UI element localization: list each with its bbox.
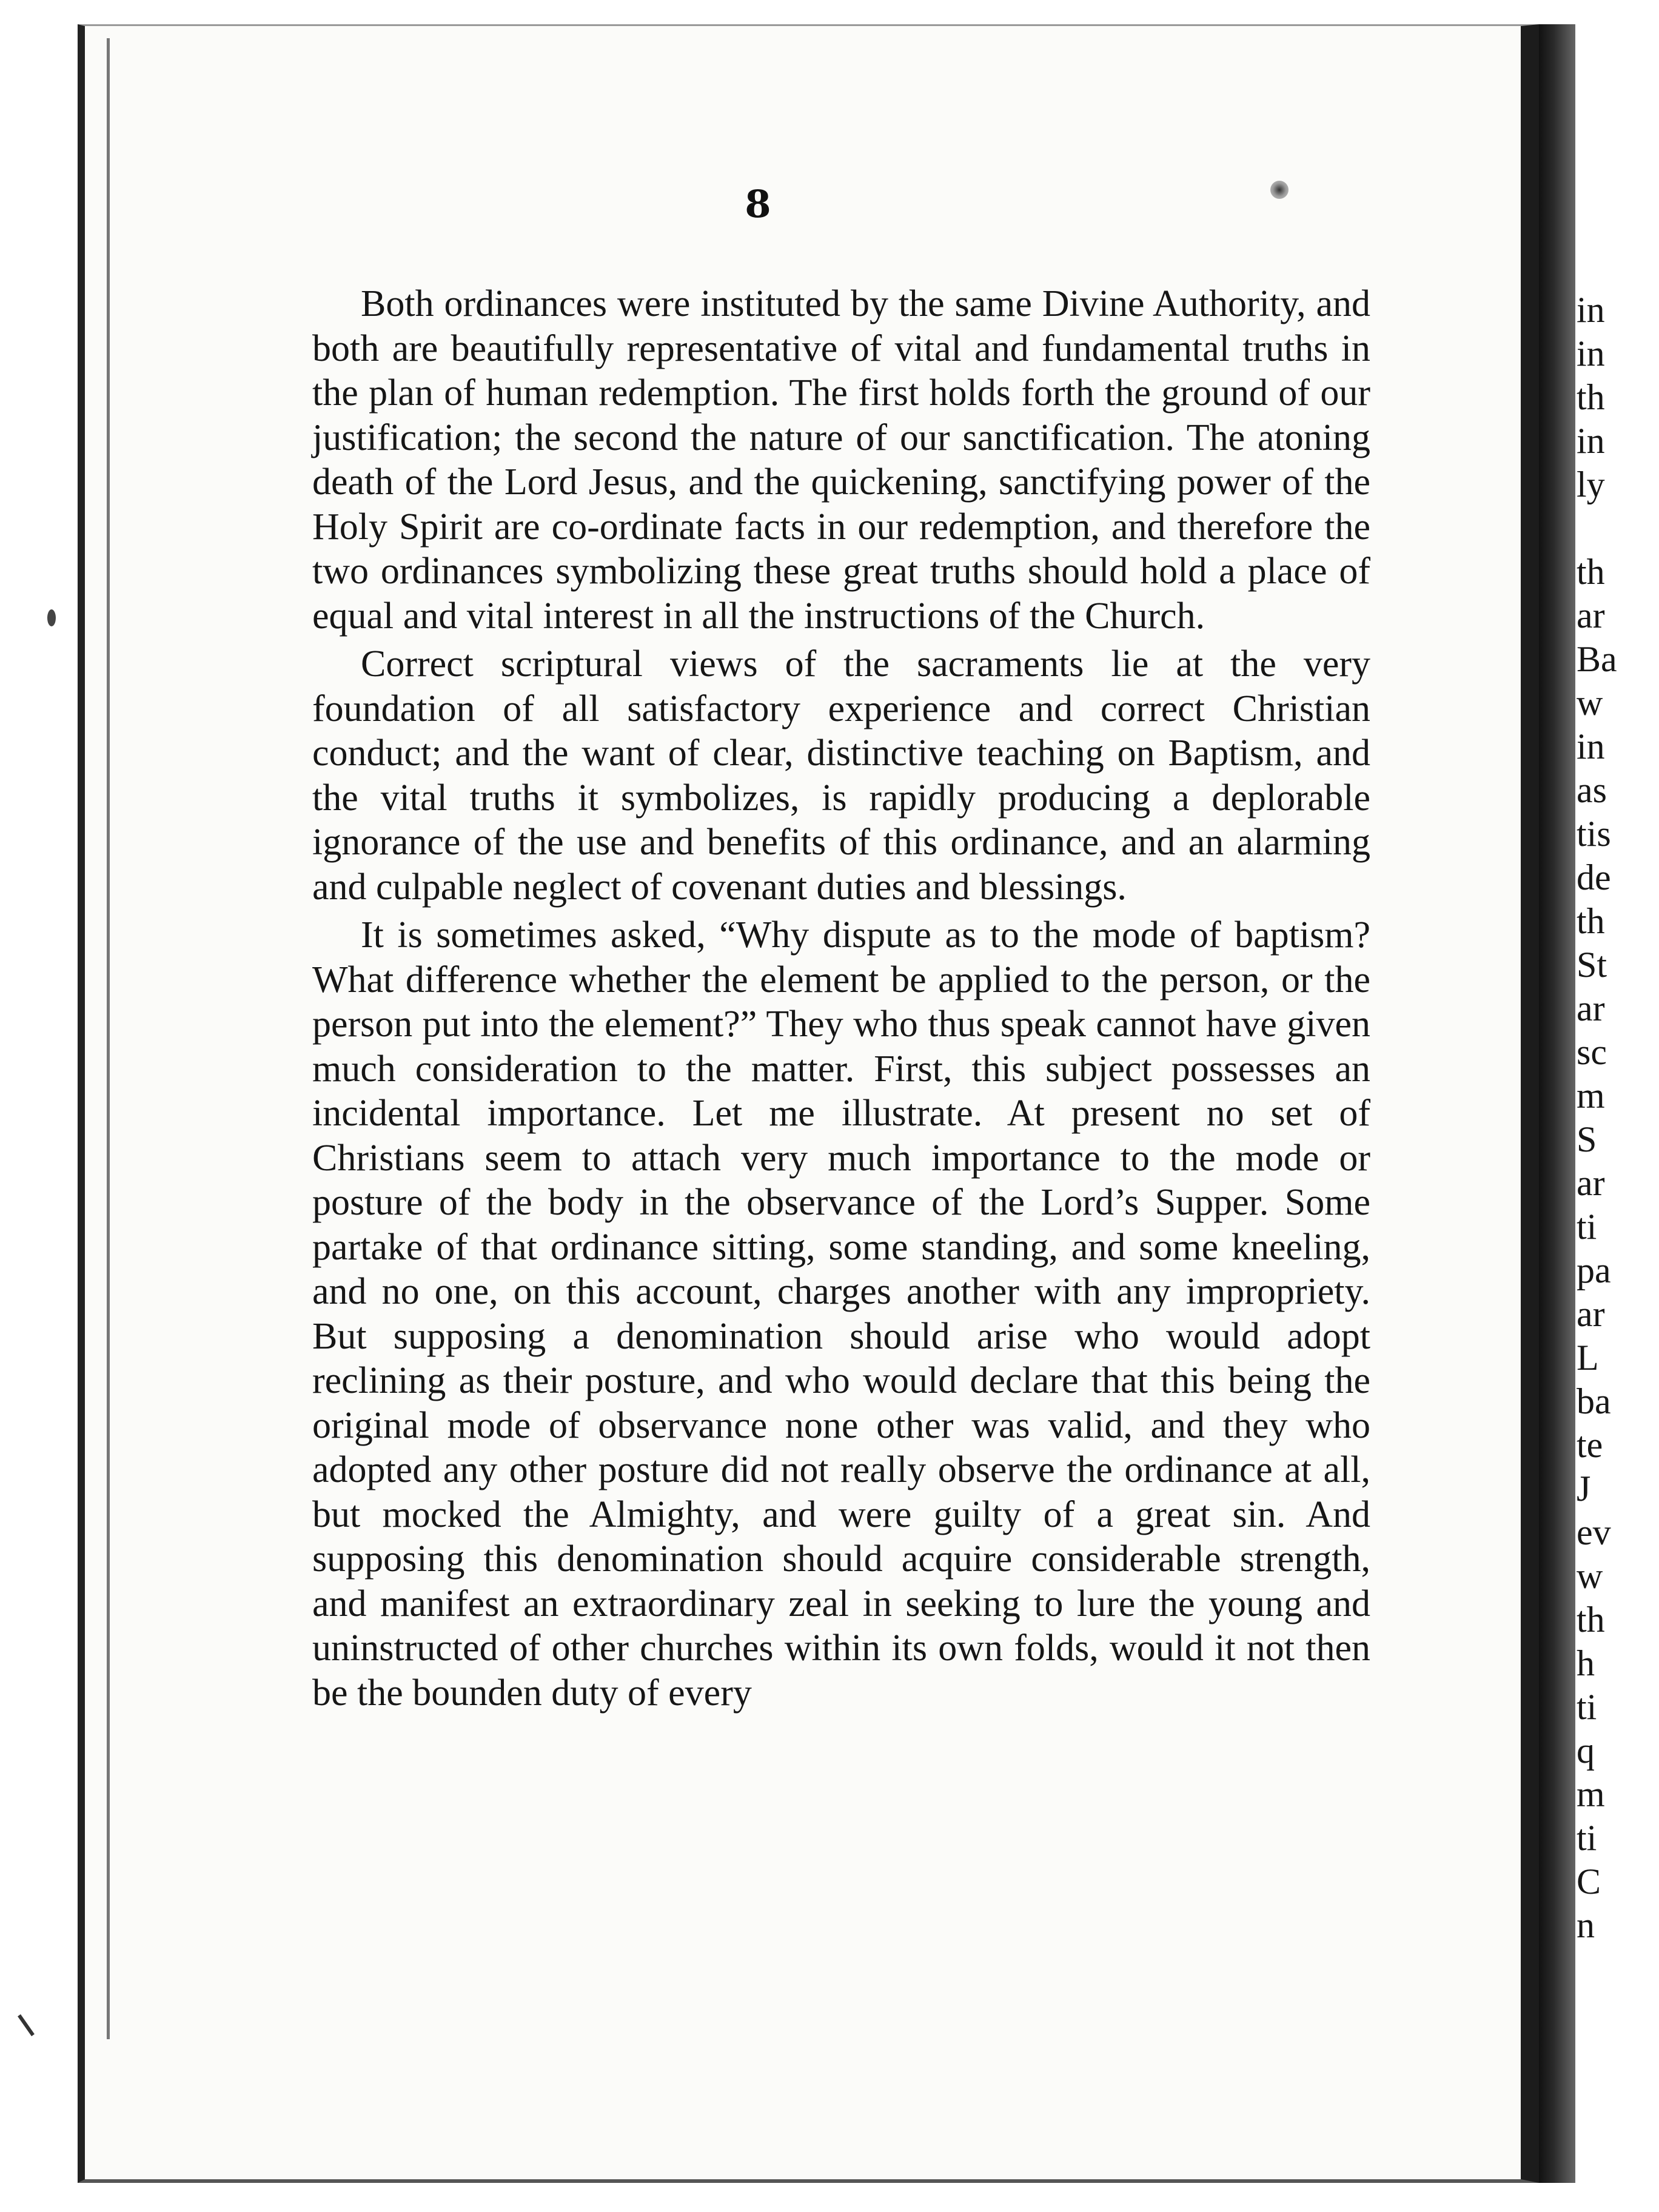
body-text	[312, 282, 1370, 1719]
neighbor-fragment: ly	[1577, 464, 1605, 504]
neighbor-fragment: ar	[1577, 1163, 1605, 1203]
neighbor-fragment: pa	[1577, 1250, 1611, 1290]
neighbor-fragment: h	[1577, 1643, 1595, 1683]
neighbor-fragment: S	[1577, 1119, 1597, 1159]
neighbor-fragment: L	[1577, 1338, 1599, 1378]
neighbor-fragment: sc	[1577, 1032, 1607, 1072]
neighbor-fragment: in	[1577, 333, 1605, 374]
neighbor-fragment: w	[1577, 683, 1603, 723]
neighbor-fragment: m	[1577, 1076, 1605, 1116]
neighbor-fragment: w	[1577, 1556, 1603, 1596]
neighbor-fragment: in	[1577, 290, 1605, 330]
neighbor-fragment: q	[1577, 1731, 1595, 1771]
neighbor-fragment: te	[1577, 1425, 1603, 1465]
neighbor-fragment	[1577, 506, 1659, 550]
neighbor-fragment: Ba	[1577, 639, 1617, 679]
neighbor-page-fragments	[1577, 288, 1659, 1947]
neighbor-fragment: ti	[1577, 1207, 1597, 1247]
margin-blemish	[47, 609, 56, 626]
neighbor-fragment: th	[1577, 901, 1605, 941]
page-gutter-line	[107, 38, 110, 2039]
neighbor-fragment: ev	[1577, 1512, 1611, 1552]
neighbor-fragment: C	[1577, 1862, 1601, 1902]
neighbor-fragment: n	[1577, 1905, 1595, 1945]
neighbor-fragment: m	[1577, 1774, 1605, 1814]
neighbor-fragment: th	[1577, 1600, 1605, 1640]
neighbor-fragment: ti	[1577, 1687, 1597, 1727]
ink-dot	[1270, 181, 1289, 199]
neighbor-fragment: ba	[1577, 1381, 1611, 1421]
neighbor-fragment: in	[1577, 726, 1605, 766]
neighbor-fragment: as	[1577, 770, 1607, 810]
neighbor-fragment: th	[1577, 552, 1605, 592]
page-number: 8	[745, 182, 771, 226]
neighbor-fragment: ti	[1577, 1818, 1597, 1858]
neighbor-fragment: ar	[1577, 988, 1605, 1028]
paragraph-1: Both ordinances were instituted by the same Divine Authority, and both are beautifully representative of vital and fundamental truths in the plan of human redemption. The first holds forth the ground of our justification; the second the nature of our sanctification. The atoning death of the Lord Jesus, and the quickening, sanctifying power of the Holy Spirit are co-ordinate facts in our redemption, and therefore the two ordinances symbolizing these great truths should hold a place of equal and vital interest in all the instructions of the Church.	[312, 283, 1370, 637]
paragraph-2: Correct scriptural views of the sacraments lie at the very foundation of all satisfactory experience and correct Christian conduct; and the want of clear, distinctive teaching on Baptism, and the vital truths it symbolizes, is rapidly producing a deplorable ignorance of the use and benefits of this ordinance, and an alarming and culpable neglect of covenant duties and blessings.	[312, 643, 1370, 908]
scan-edge-mark	[18, 2014, 35, 2036]
neighbor-fragment: St	[1577, 945, 1607, 985]
neighbor-fragment: in	[1577, 421, 1605, 461]
neighbor-fragment: tis	[1577, 814, 1611, 854]
neighbor-fragment: ar	[1577, 595, 1605, 635]
neighbor-fragment: de	[1577, 857, 1611, 897]
neighbor-fragment: J	[1577, 1469, 1591, 1509]
book-spine-shadow	[1539, 24, 1575, 2183]
neighbor-fragment: ar	[1577, 1294, 1605, 1334]
neighbor-fragment: th	[1577, 377, 1605, 417]
paragraph-3: It is sometimes asked, “Why dispute as to the mode of baptism? What difference whether the element be applied to the person, or the person put into the element?” They who thus speak cannot have given much consideration to the matter. First, this subject possesses an incidental importance. Let me illustrate. At present no set of Christians seem to attach very much importance to the mode or posture of the body in the observance of the Lord’s Supper. Some partake of that ordinance sitting, some standing, and some kneeling, and no one, on this account, charges another with any impropriety. But supposing a denomination should arise who would adopt reclining as their posture, and who would declare that this being the original mode of observance none other was valid, and they who adopted any other posture did not really observe the ordinance at all, but mocked the Almighty, and were guilty of a great sin. And supposing this denomination should acquire considerable strength, and manifest an extraordinary zeal in seeking to lure the young and uninstructed of other churches within its own folds, would it not then be the bounden duty of every	[312, 914, 1370, 1714]
